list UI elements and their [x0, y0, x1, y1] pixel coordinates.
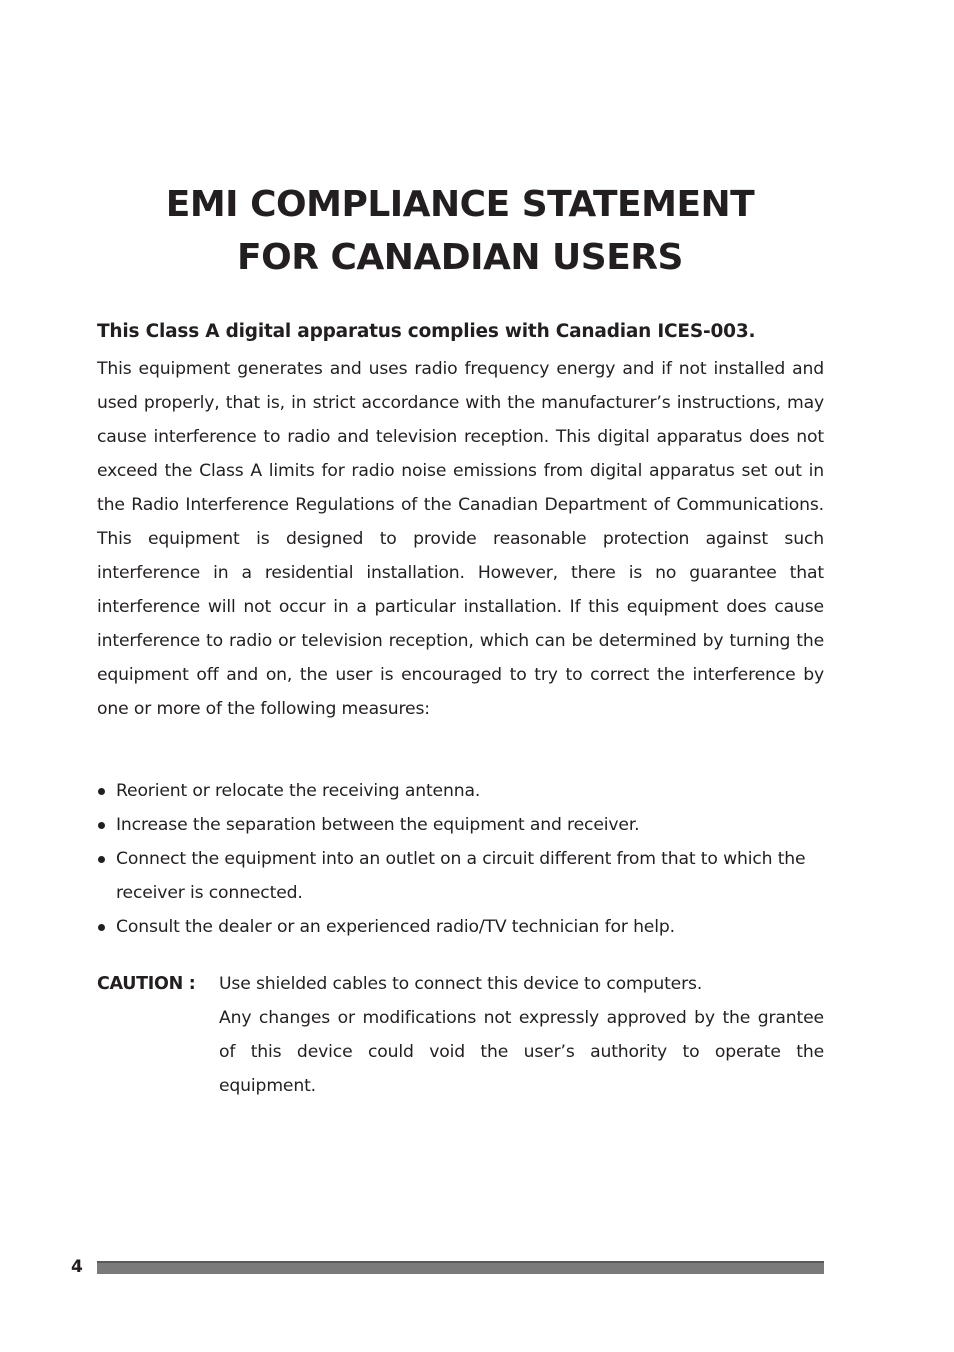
measure-text: Increase the separation between the equipment and receiver.	[116, 815, 640, 835]
compliance-subheading: This Class A digital apparatus complies with Canadian ICES-003.	[97, 321, 756, 342]
caution-label: CAUTION :	[97, 974, 196, 994]
bullet-icon	[98, 856, 105, 863]
measure-text: Connect the equipment into an outlet on a circuit different from that to which the receiver is connected.	[116, 849, 806, 903]
measure-text: Consult the dealer or an experienced radio/TV technician for help.	[116, 917, 675, 937]
caution-line-2: Any changes or modifications not expressly approved by the grantee of this device could void the user’s authority to operate the equipment.	[219, 1008, 824, 1096]
list-item	[97, 842, 824, 910]
list-item	[97, 808, 824, 842]
list-item	[97, 774, 824, 808]
bullet-icon	[98, 788, 105, 795]
caution-text	[219, 967, 824, 1103]
bullet-icon	[98, 924, 105, 931]
page-title-line-1: EMI COMPLIANCE STATEMENT	[165, 184, 755, 225]
list-item	[97, 910, 824, 944]
page-title	[0, 178, 920, 284]
bullet-icon	[98, 822, 105, 829]
page-number: 4	[71, 1257, 83, 1277]
page-title-line-2: FOR CANADIAN USERS	[237, 237, 683, 278]
measures-list	[97, 774, 824, 944]
compliance-body-paragraph: This equipment generates and uses radio frequency energy and if not installed and used properly, that is, in strict accordance with the manufacturer’s instructions, may cause interference to radio and television reception. This digital apparatus does not exceed the Class A limits for radio noise emissions from digital apparatus set out in the Radio Interference Regulations of the Canadian Department of Communications. This equipment is designed to provide reasonable protection against such interference in a residential installation. However, there is no guarantee that interference will not occur in a particular installation. If this equipment does cause interference to radio or television reception, which can be determined by turning the equipment off and on, the user is encouraged to try to correct the interference by one or more of the following measures:	[97, 359, 824, 719]
caution-line-1: Use shielded cables to connect this device to computers.	[219, 974, 703, 994]
measure-text: Reorient or relocate the receiving antenna.	[116, 781, 481, 801]
footer-rule	[97, 1261, 824, 1274]
